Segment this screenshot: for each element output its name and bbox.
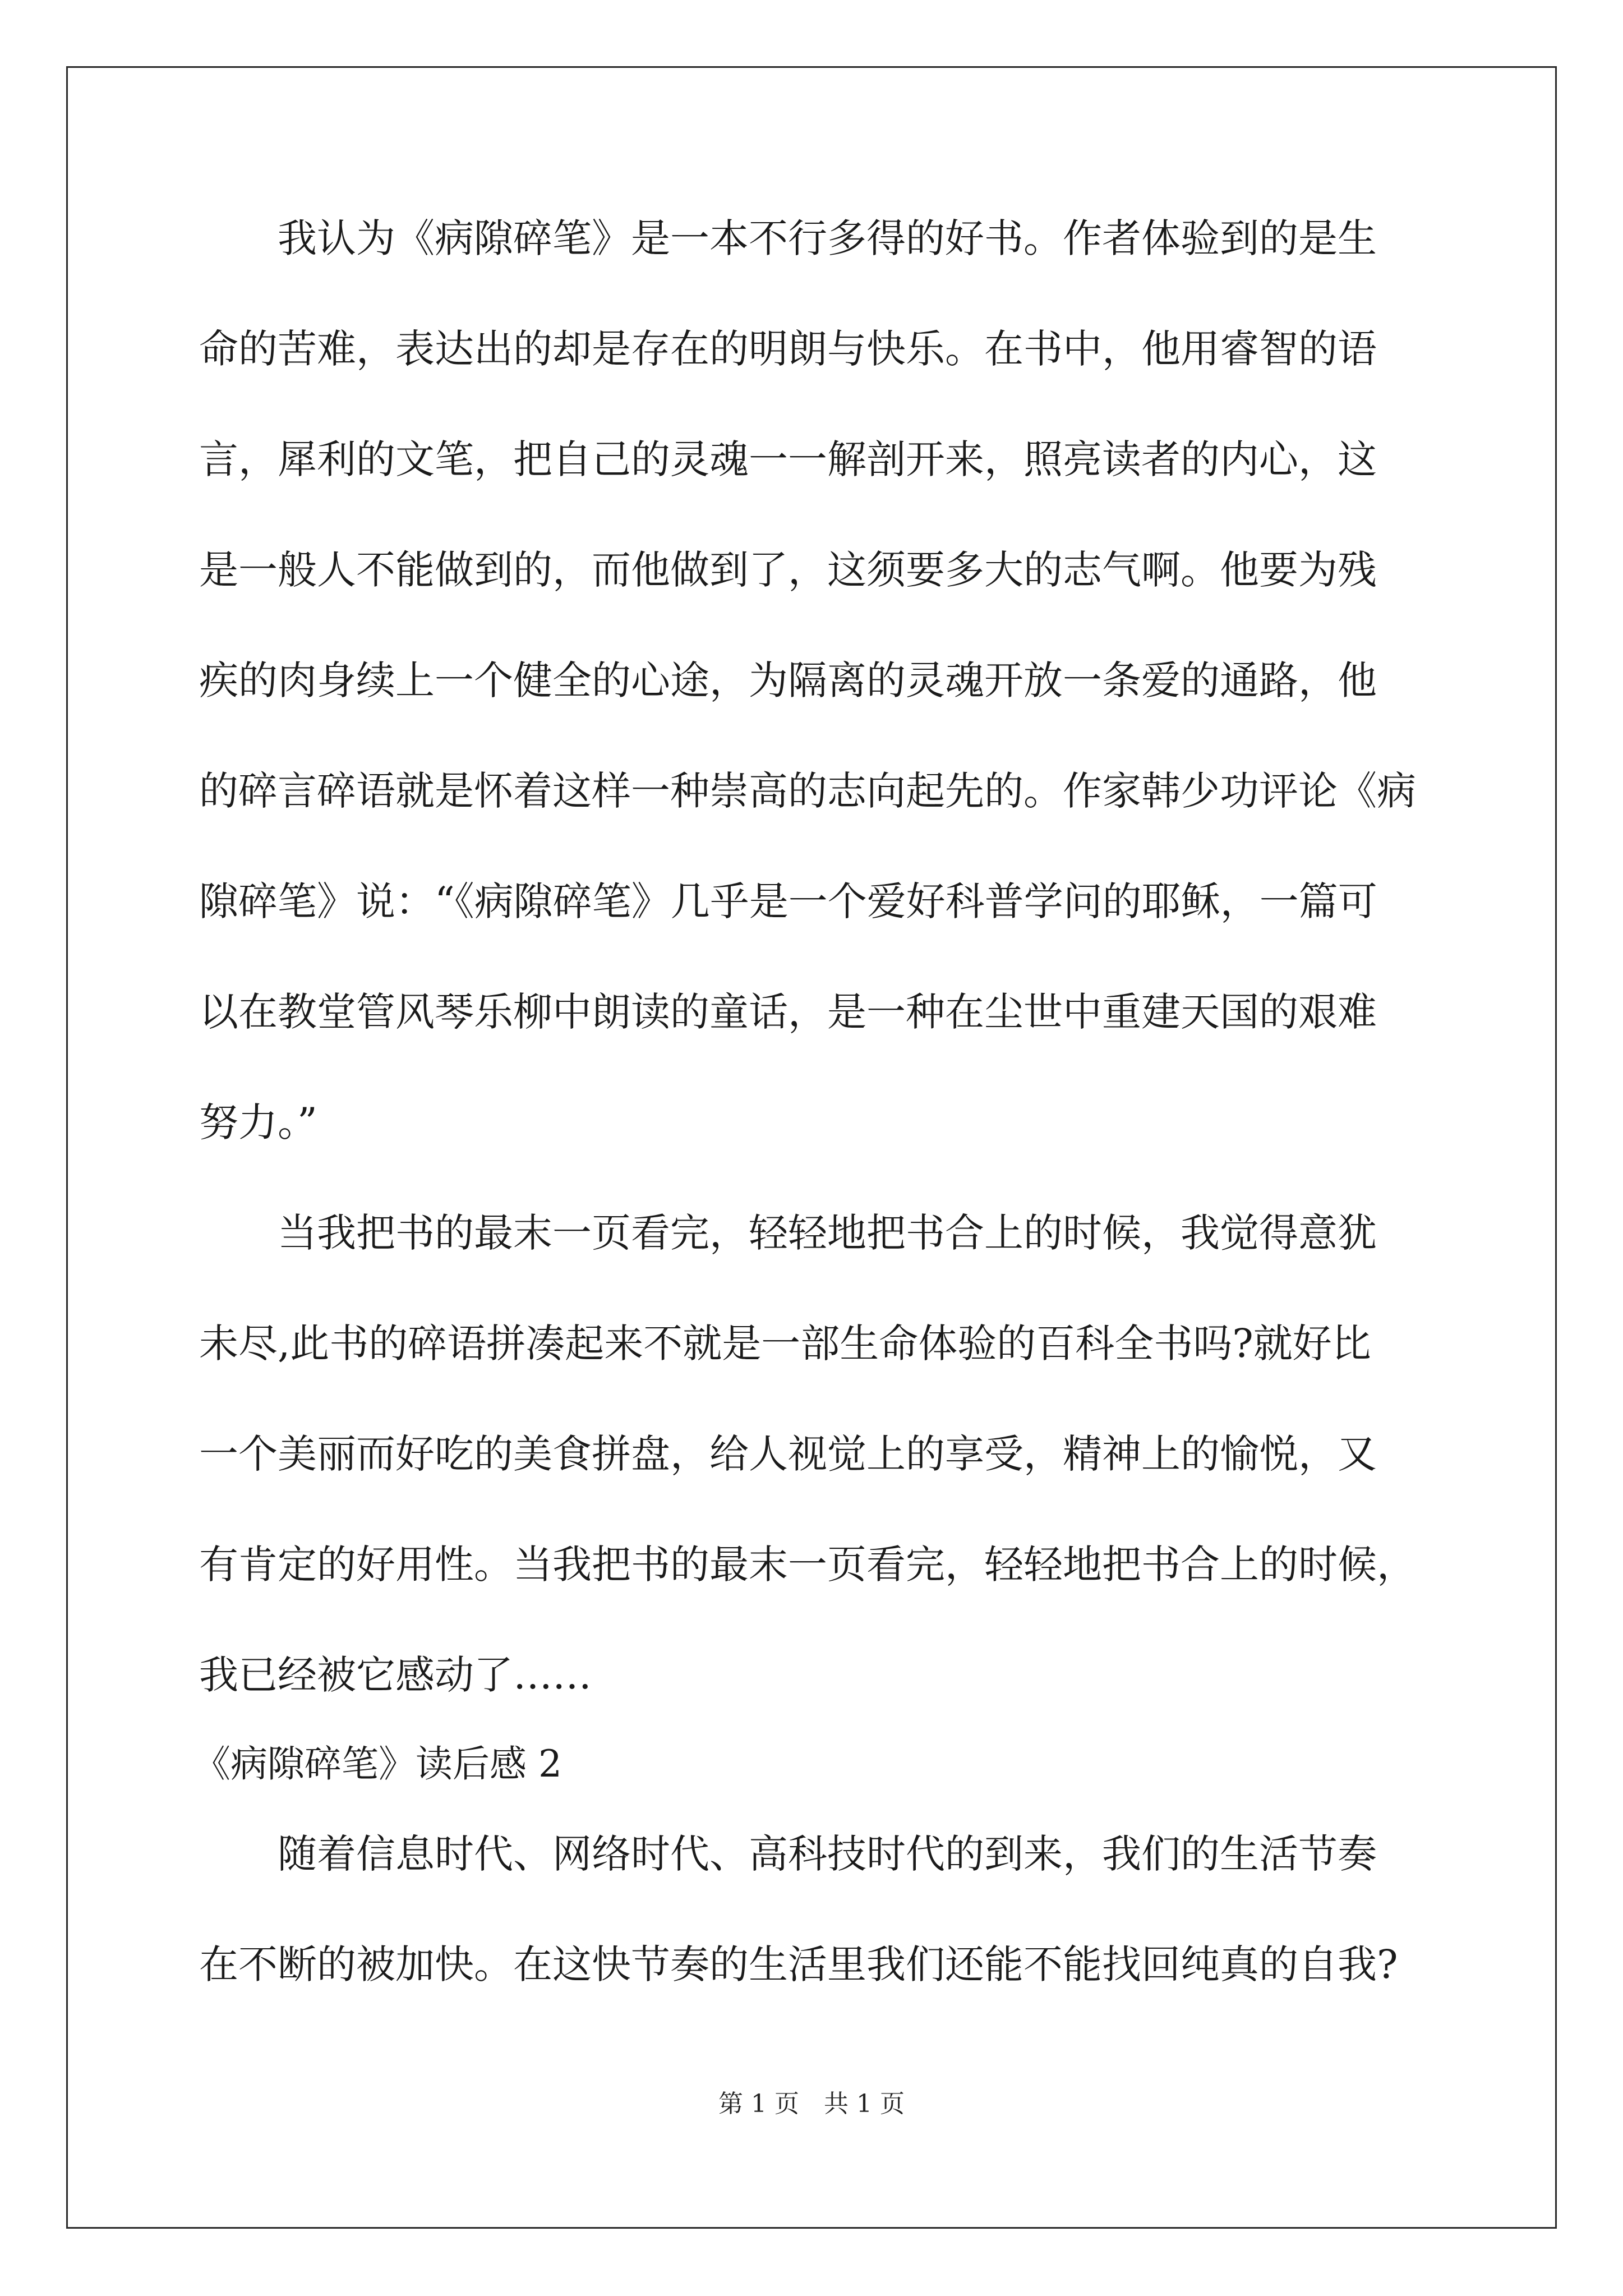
text-line: 未尽,此书的碎语拼凑起来不就是一部生命体验的百科全书吗?就好比 — [199, 1320, 1371, 1366]
text-line: 是一般人不能做到的，而他做到了，这须要多大的志气啊。他要为残 — [199, 547, 1377, 593]
text-line: 以在教堂管风琴乐柳中朗读的童话，是一种在尘世中重建天国的艰难 — [199, 989, 1377, 1035]
text-line: 努力。” — [199, 1099, 317, 1145]
text-line: 疾的肉身续上一个健全的心途，为隔离的灵魂开放一条爱的通路，他 — [199, 657, 1377, 703]
text-line: 命的苦难，表达出的却是存在的明朗与快乐。在书中，他用睿智的语 — [199, 326, 1377, 372]
text-line: 我认为《病隙碎笔》是一本不行多得的好书。作者体验到的是生 — [278, 215, 1377, 261]
text-line: 当我把书的最末一页看完，轻轻地把书合上的时候，我觉得意犹 — [278, 1210, 1377, 1256]
text-line: 一个美丽而好吃的美食拼盘，给人视觉上的享受，精神上的愉悦，又 — [199, 1431, 1377, 1477]
text-line: 言，犀利的文笔，把自己的灵魂一一解剖开来，照亮读者的内心，这 — [199, 436, 1377, 482]
text-line: 的碎言碎语就是怀着这样一种崇高的志向起先的。作家韩少功评论《病 — [199, 768, 1416, 814]
section-heading: 《病隙碎笔》读后感 2 — [193, 1742, 562, 1786]
text-line: 有肯定的好用性。当我把书的最末一页看完，轻轻地把书合上的时候， — [199, 1542, 1416, 1588]
page-number: 第 1 页 共 1 页 — [718, 2090, 905, 2118]
text-line: 在不断的被加快。在这快节奏的生活里我们还能不能找回纯真的自我? — [199, 1941, 1398, 1987]
text-line: 随着信息时代、网络时代、高科技时代的到来，我们的生活节奏 — [278, 1831, 1377, 1877]
text-line: 隙碎笔》说：“《病隙碎笔》几乎是一个爱好科普学问的耶稣，一篇可 — [199, 878, 1377, 924]
text-line: 我已经被它感动了…… — [199, 1652, 592, 1698]
